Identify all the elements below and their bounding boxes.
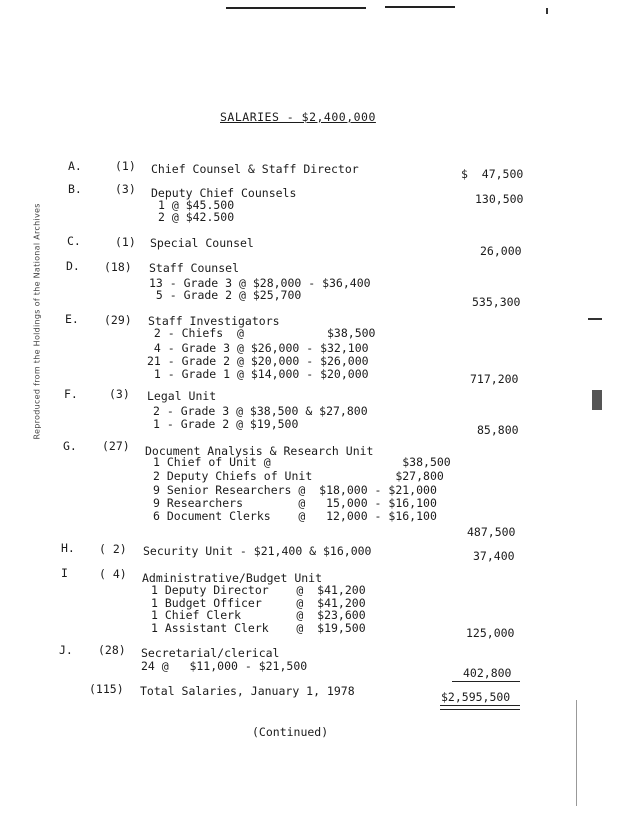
section-heading: Staff Counsel xyxy=(149,261,240,275)
detail-line: 13 - Grade 3 @ $28,000 - $36,400 xyxy=(149,276,371,290)
section-count: (18) xyxy=(104,260,132,274)
scan-speck xyxy=(588,318,602,320)
scan-speck xyxy=(546,8,548,14)
section-total: 130,500 xyxy=(475,192,524,206)
section-total: 26,000 xyxy=(480,244,522,258)
detail-line: 6 Document Clerks @ 12,000 - $16,100 xyxy=(153,509,437,523)
section-total: $ 47,500 xyxy=(461,167,524,181)
section-letter: I xyxy=(61,566,68,580)
section-count: (28) xyxy=(98,643,126,657)
section-count: (29) xyxy=(104,313,132,327)
detail-line: 24 @ $11,000 - $21,500 xyxy=(141,659,308,673)
section-count: (27) xyxy=(102,439,130,453)
detail-line: 1 Budget Officer @ $41,200 xyxy=(151,596,366,610)
section-letter: D. xyxy=(66,259,80,273)
section-total: 85,800 xyxy=(477,423,519,437)
total-rule xyxy=(440,705,520,706)
section-letter: B. xyxy=(68,182,82,196)
section-letter: C. xyxy=(67,234,81,248)
section-heading: Staff Investigators xyxy=(148,314,280,328)
detail-line: 1 @ $45.500 xyxy=(158,198,235,212)
grand-total-count: (115) xyxy=(89,682,124,696)
section-heading: Legal Unit xyxy=(147,389,217,403)
section-letter: J. xyxy=(59,643,73,657)
detail-line: 2 - Grade 3 @ $38,500 & $27,800 xyxy=(153,404,368,418)
section-letter: A. xyxy=(68,159,82,173)
subtotal-rule xyxy=(452,681,520,682)
detail-line: 2 Deputy Chiefs of Unit $27,800 xyxy=(153,469,444,483)
detail-line: 1 Chief Clerk @ $23,600 xyxy=(151,608,366,622)
section-letter: H. xyxy=(61,541,75,555)
detail-line: 5 - Grade 2 @ $25,700 xyxy=(149,288,302,302)
section-letter: E. xyxy=(65,312,79,326)
detail-line: 4 - Grade 3 @ $26,000 - $32,100 xyxy=(147,341,369,355)
detail-line: 1 - Grade 2 @ $19,500 xyxy=(153,417,299,431)
section-total: 487,500 xyxy=(467,525,516,539)
grand-total-amount: $2,595,500 xyxy=(441,690,511,704)
detail-line: 2 @ $42.500 xyxy=(158,210,235,224)
section-total: 535,300 xyxy=(472,295,521,309)
scan-top-rule-2 xyxy=(385,6,455,8)
detail-line: 21 - Grade 2 @ $20,000 - $26,000 xyxy=(147,354,369,368)
section-letter: F. xyxy=(64,387,78,401)
archive-margin-note: Reproduced from the Holdings of the National Archives xyxy=(32,203,42,440)
section-count: (1) xyxy=(115,159,136,173)
section-heading: Document Analysis & Research Unit xyxy=(145,444,374,458)
continued-note: (Continued) xyxy=(252,725,329,739)
section-total: 37,400 xyxy=(473,549,515,563)
total-rule-double xyxy=(440,709,520,710)
section-count: ( 4) xyxy=(99,567,127,581)
section-heading: Deputy Chief Counsels xyxy=(151,186,297,200)
detail-line: 9 Senior Researchers @ $18,000 - $21,000 xyxy=(153,483,437,497)
detail-line: 1 Assistant Clerk @ $19,500 xyxy=(151,621,366,635)
page-title: SALARIES - $2,400,000 xyxy=(220,110,376,124)
detail-line: 1 Chief of Unit @ $38,500 xyxy=(153,455,451,469)
grand-total-label: Total Salaries, January 1, 1978 xyxy=(140,684,355,698)
section-count: ( 2) xyxy=(99,542,127,556)
section-heading: Secretarial/clerical xyxy=(141,646,280,660)
section-total: 125,000 xyxy=(466,626,515,640)
scan-speck xyxy=(576,700,577,806)
section-heading: Special Counsel xyxy=(150,236,254,250)
section-letter: G. xyxy=(63,439,77,453)
detail-line: 2 - Chiefs @ $38,500 xyxy=(147,326,376,340)
detail-line: 1 Deputy Director @ $41,200 xyxy=(151,583,366,597)
section-count: (1) xyxy=(115,235,136,249)
detail-line: 9 Researchers @ 15,000 - $16,100 xyxy=(153,496,437,510)
section-heading: Security Unit - $21,400 & $16,000 xyxy=(143,544,372,558)
scan-speck xyxy=(592,390,602,410)
section-count: (3) xyxy=(109,387,130,401)
detail-line: 1 - Grade 1 @ $14,000 - $20,000 xyxy=(147,367,369,381)
section-heading: Administrative/Budget Unit xyxy=(142,571,323,585)
section-total: 402,800 xyxy=(463,666,512,680)
section-heading: Chief Counsel & Staff Director xyxy=(151,162,359,176)
section-total: 717,200 xyxy=(470,372,519,386)
section-count: (3) xyxy=(115,182,136,196)
scan-top-rule xyxy=(226,7,366,9)
